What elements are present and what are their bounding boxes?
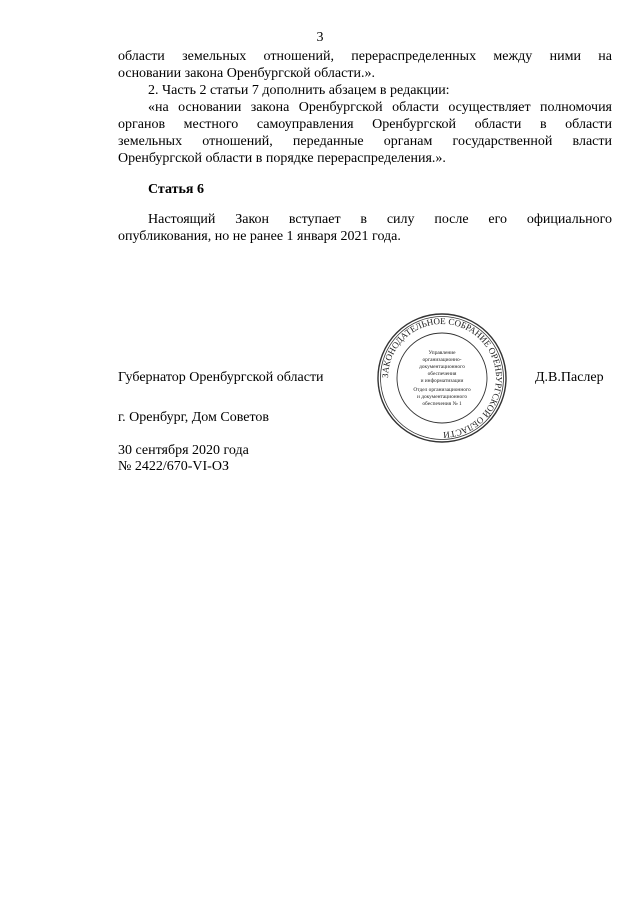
stamp-line: и информатизации xyxy=(420,378,464,384)
paragraph-line: опубликования, но не ранее 1 января 2021 года. xyxy=(118,229,401,244)
paragraph-line: Оренбургской области в порядке перераспределения.». xyxy=(118,151,446,166)
stamp-line: обеспечения № 1 xyxy=(422,401,462,407)
stamp-ring-text: ЗАКОНОДАТЕЛЬНОЕ СОБРАНИЕ ОРЕНБУРГСКОЙ ОБЛАСТИ xyxy=(379,315,505,441)
stamp-line: обеспечения xyxy=(427,371,457,377)
signing-date: 30 сентября 2020 года xyxy=(118,443,249,458)
article-heading: Статья 6 xyxy=(148,182,204,197)
signing-place: г. Оренбург, Дом Советов xyxy=(118,410,269,425)
law-number: № 2422/670-VI-ОЗ xyxy=(118,459,229,474)
stamp-line: организационно- xyxy=(422,357,462,363)
paragraph-line: земельных отношений, переданные органам государственной власти xyxy=(118,134,612,149)
paragraph-line: основании закона Оренбургской области.». xyxy=(118,66,375,81)
paragraph-line: Настоящий Закон вступает в силу после его официального xyxy=(148,212,612,227)
paragraph-line: области земельных отношений, перераспределенных между ними на xyxy=(118,49,612,64)
stamp-graphic xyxy=(376,312,508,444)
stamp-line: и документационного xyxy=(416,394,468,400)
paragraph-line: 2. Часть 2 статьи 7 дополнить абзацем в редакции: xyxy=(148,83,450,98)
page-number: 3 xyxy=(316,30,324,45)
paragraph-line: органов местного самоуправления Оренбургской области в области xyxy=(118,117,612,132)
signer-position: Губернатор Оренбургской области xyxy=(118,370,324,385)
stamp-line: Управление xyxy=(428,350,456,356)
paragraph-line: «на основании закона Оренбургской области осуществляет полномочия xyxy=(148,100,612,115)
stamp-line: Отдел организационного xyxy=(413,387,471,393)
signer-name: Д.В.Паслер xyxy=(535,370,604,385)
official-stamp xyxy=(376,312,508,444)
stamp-line: документационного xyxy=(419,364,465,370)
